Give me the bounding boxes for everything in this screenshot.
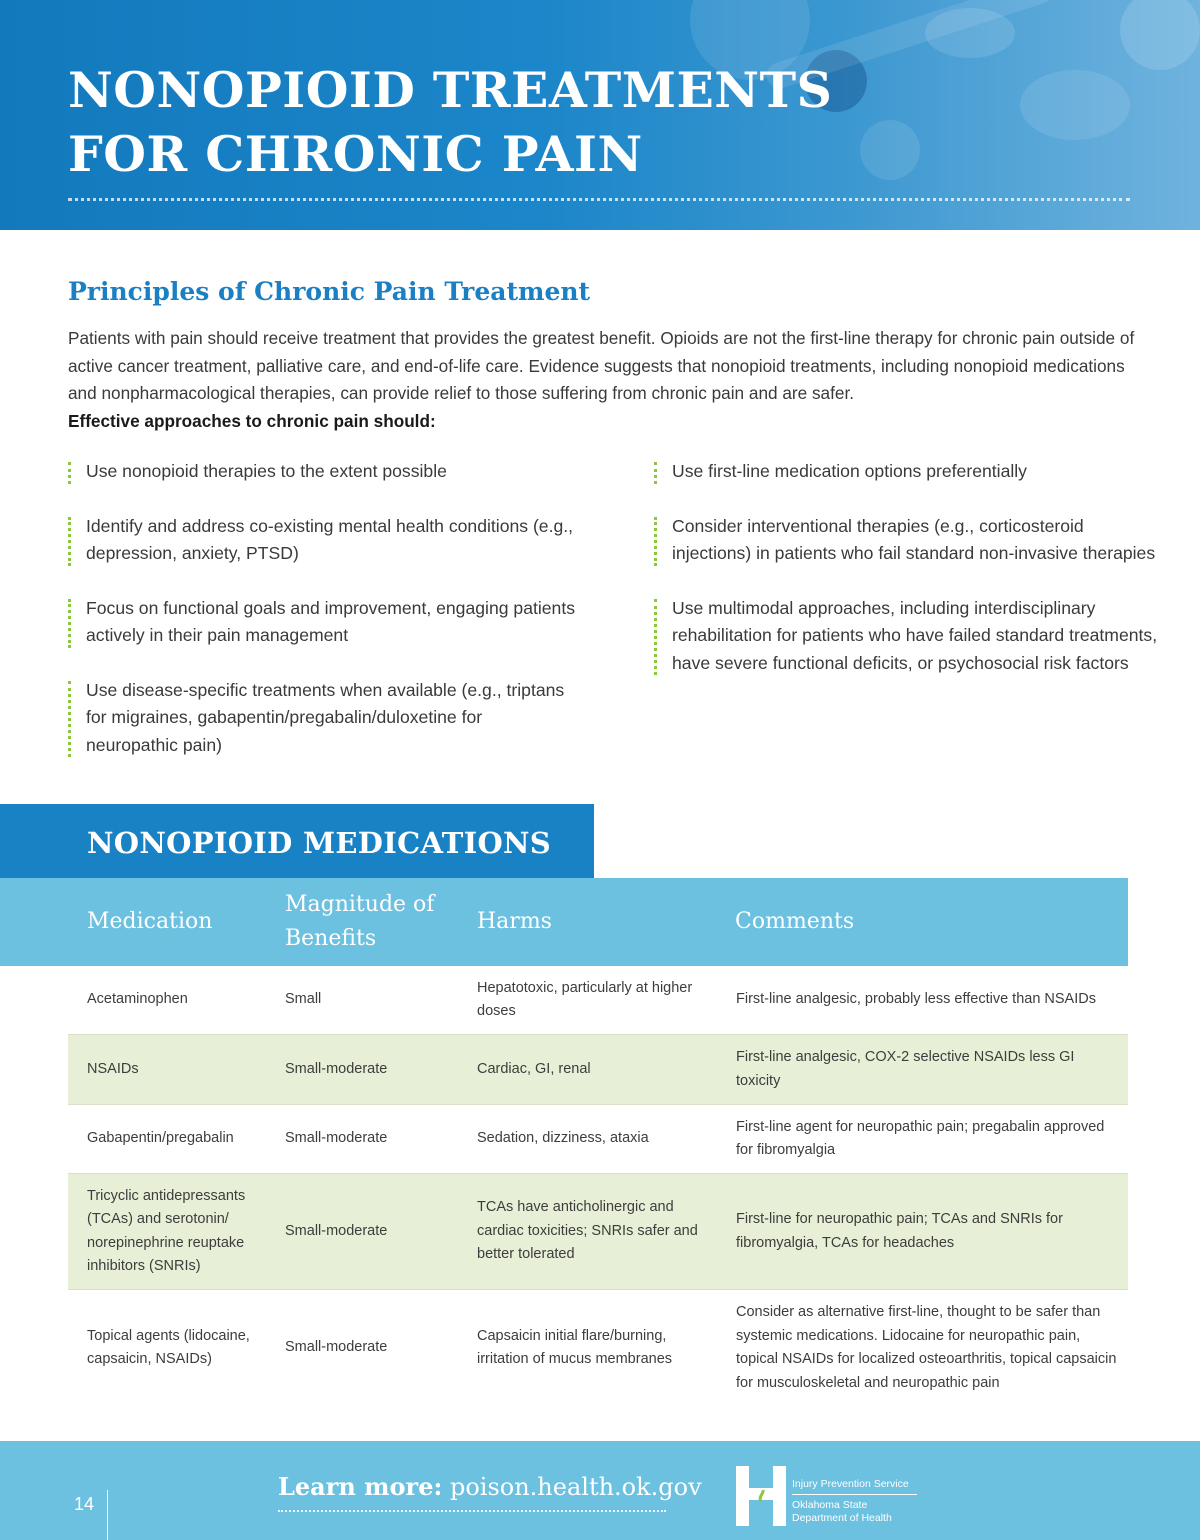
right-bullet-list xyxy=(654,458,1164,704)
left-bullet-list xyxy=(68,458,578,786)
cell-comments: First-line for neuropathic pain; TCAs and SNRIs for fibromyalgia, TCAs for headaches xyxy=(736,1211,1063,1251)
header-banner xyxy=(0,0,1200,230)
logo-line-2: Oklahoma State xyxy=(792,1499,868,1511)
logo-text xyxy=(792,1478,917,1525)
learn-more xyxy=(278,1472,702,1501)
principles-intro-text: Patients with pain should receive treatment that provides the greatest benefit. Opioids are not the first-line therapy for chronic pain outside of active cancer treatment, palliative care, and end-of-life care. Evidence suggests that nonopioid treatments, including nonopioid medications and nonpharmacological therapies, can provide relief to those suffering from chronic pain and are safer. xyxy=(68,328,1135,403)
decorative-pill xyxy=(1120,0,1200,70)
bullet-item: Use nonopioid therapies to the extent possible xyxy=(68,458,578,486)
page-title xyxy=(68,58,968,186)
cell-comments: Consider as alternative first-line, thought to be safer than systemic medications. Lidocaine for neuropathic pain, topical NSAIDs for localized osteoarthritis, topical capsaicin for musculoskeletal and neuropathic pain xyxy=(736,1304,1117,1391)
cell-comments: First-line agent for neuropathic pain; pregabalin approved for fibromyalgia xyxy=(736,1118,1105,1158)
bullet-item: Focus on functional goals and improvement, engaging patients actively in their pain management xyxy=(68,595,578,650)
cell-benefit: Small-moderate xyxy=(285,1060,388,1077)
decorative-pill xyxy=(1020,70,1130,140)
bullet-item: Consider interventional therapies (e.g., corticosteroid injections) in patients who fail standard non-invasive therapies xyxy=(654,513,1164,568)
principles-lead: Effective approaches to chronic pain should: xyxy=(68,410,436,431)
bullet-item: Identify and address co-existing mental health conditions (e.g., depression, anxiety, PTSD) xyxy=(68,513,578,568)
cell-comments: First-line analgesic, COX-2 selective NSAIDs less GI toxicity xyxy=(736,1049,1075,1089)
logo-line-3: Department of Health xyxy=(792,1512,892,1524)
table-row xyxy=(68,1035,1128,1105)
cell-harms: TCAs have anticholinergic and cardiac toxicities; SNRIs safer and better tolerated xyxy=(477,1199,698,1263)
column-header-comments: Comments xyxy=(735,909,855,934)
title-dotted-divider xyxy=(68,198,1130,201)
learn-more-dotted-underline xyxy=(278,1510,666,1512)
cell-benefit: Small-moderate xyxy=(285,1222,388,1239)
learn-more-label: Learn more: xyxy=(278,1472,443,1501)
cell-harms: Hepatotoxic, particularly at higher doses xyxy=(477,979,693,1019)
page-title-line-2: FOR CHRONIC PAIN xyxy=(68,125,643,183)
cell-harms: Capsaicin initial flare/burning, irritation of mucus membranes xyxy=(477,1327,673,1367)
cell-harms: Sedation, dizziness, ataxia xyxy=(477,1130,649,1147)
principles-intro xyxy=(68,325,1138,435)
cell-medication: Acetaminophen xyxy=(87,991,188,1008)
cell-medication: Gabapentin/pregabalin xyxy=(87,1130,234,1147)
learn-more-link[interactable]: poison.health.ok.gov xyxy=(449,1473,702,1501)
column-header-medication: Medication xyxy=(87,909,213,934)
cell-medication: Topical agents (lidocaine, capsaicin, NSAIDs) xyxy=(87,1327,250,1367)
page-number-divider xyxy=(107,1490,108,1540)
page-number: 14 xyxy=(74,1494,95,1514)
page-title-line-1: NONOPIOID TREATMENTS xyxy=(68,61,833,119)
table-row xyxy=(68,1105,1128,1174)
cell-benefit: Small-moderate xyxy=(285,1339,388,1356)
bullet-item: Use disease-specific treatments when available (e.g., triptans for migraines, gabapentin/pregabalin/duloxetine for neuropathic pain) xyxy=(68,677,578,760)
principles-heading: Principles of Chronic Pain Treatment xyxy=(68,277,591,306)
medications-heading: NONOPIOID MEDICATIONS xyxy=(87,826,552,860)
cell-comments: First-line analgesic, probably less effective than NSAIDs xyxy=(736,991,1096,1008)
logo-line-1: Injury Prevention Service xyxy=(792,1478,917,1495)
cell-benefit: Small-moderate xyxy=(285,1130,388,1147)
bullet-item: Use multimodal approaches, including interdisciplinary rehabilitation for patients who have failed standard treatments, have severe functional deficits, or psychosocial risk factors xyxy=(654,595,1164,678)
column-header-harms: Harms xyxy=(477,909,552,934)
cell-medication: NSAIDs xyxy=(87,1060,139,1077)
column-header-benefits: Magnitude of Benefits xyxy=(285,892,435,951)
cell-medication: Tricyclic antidepressants (TCAs) and serotonin/ norepinephrine reuptake inhibitors (SNRIs) xyxy=(87,1187,246,1274)
bullet-item: Use first-line medication options preferentially xyxy=(654,458,1164,486)
health-department-logo-icon xyxy=(736,1466,786,1526)
cell-harms: Cardiac, GI, renal xyxy=(477,1060,591,1077)
table-row xyxy=(68,1290,1128,1406)
table-row xyxy=(68,966,1128,1035)
table-row xyxy=(68,1174,1128,1290)
cell-benefit: Small xyxy=(285,991,322,1008)
